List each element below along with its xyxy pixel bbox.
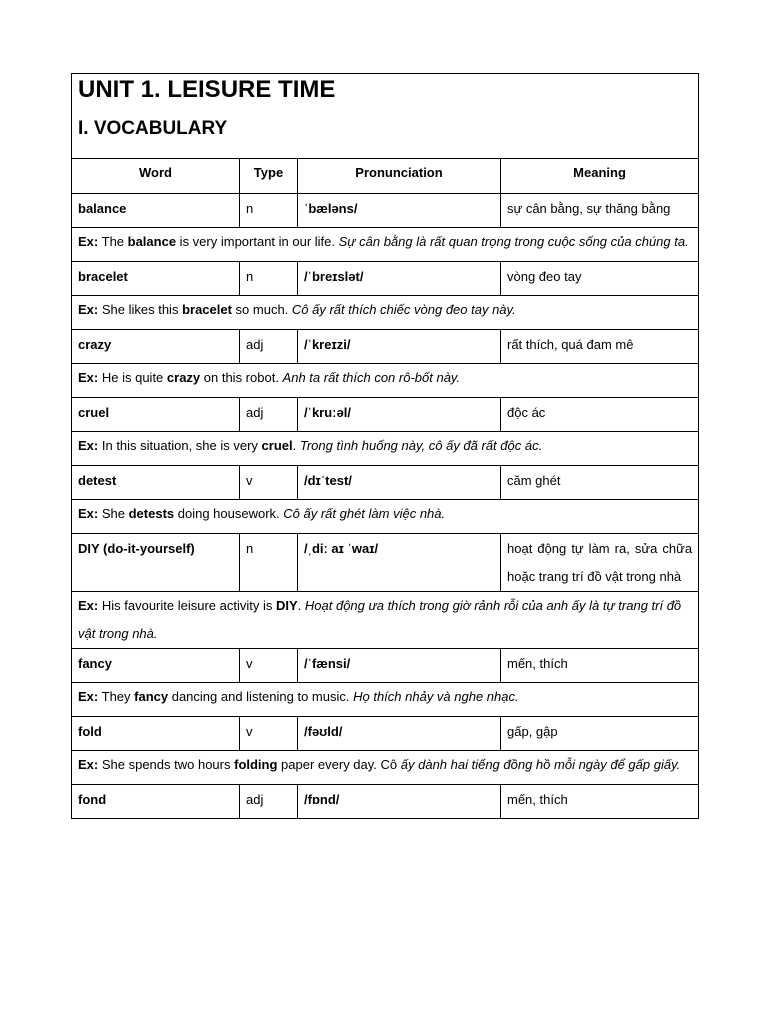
column-header-word: Word: [72, 159, 240, 194]
example-translation: Trong tình huống này, cô ấy đã rất độc ác.: [299, 438, 543, 453]
vocab-word: crazy: [72, 330, 240, 364]
vocab-meaning: mến, thích: [501, 649, 699, 683]
unit-title: UNIT 1. LEISURE TIME: [78, 76, 336, 103]
example-sentence: [72, 432, 699, 466]
example-label: Ex:: [78, 438, 99, 453]
vocab-meaning: mến, thích: [501, 785, 699, 819]
example-text: is very important in our life.: [176, 234, 339, 249]
vocab-type: n: [240, 262, 298, 296]
vocab-meaning: rất thích, quá đam mê: [501, 330, 699, 364]
example-translation: Cô ấy rất ghét làm việc nhà.: [283, 506, 446, 521]
example-label: Ex:: [78, 598, 99, 613]
example-keyword: crazy: [166, 370, 201, 385]
vocab-word: detest: [72, 466, 240, 500]
section-title: I. VOCABULARY: [78, 118, 228, 139]
vocabulary-body: [72, 194, 699, 819]
vocab-row: [72, 398, 699, 432]
example-translation: Cô ấy rất thích chiếc vòng đeo tay này.: [291, 302, 516, 317]
vocab-pronunciation: /fəʊld/: [298, 717, 501, 751]
vocab-pronunciation: /fɒnd/: [298, 785, 501, 819]
vocab-pronunciation: /ˈbreɪslət/: [298, 262, 501, 296]
example-row: [72, 228, 699, 262]
vocab-meaning: hoạt động tự làm ra, sửa chữa hoặc trang trí đồ vật trong nhà: [501, 534, 699, 592]
example-keyword: folding: [234, 757, 278, 772]
example-keyword: fancy: [134, 689, 169, 704]
vocab-type: adj: [240, 398, 298, 432]
example-sentence: [72, 228, 699, 262]
example-text: .: [297, 598, 305, 613]
column-header-pronunciation: Pronunciation: [298, 159, 501, 194]
vocab-word: bracelet: [72, 262, 240, 296]
example-sentence: [72, 592, 699, 649]
example-text: His favourite leisure activity is: [101, 598, 276, 613]
vocab-meaning: gấp, gập: [501, 717, 699, 751]
example-text: so much.: [231, 302, 292, 317]
example-row: [72, 432, 699, 466]
example-row: [72, 751, 699, 785]
vocab-word: cruel: [72, 398, 240, 432]
example-sentence: [72, 751, 699, 785]
vocab-meaning: căm ghét: [501, 466, 699, 500]
example-translation: Hoạt động ưa thích trong giờ rảnh rỗi của anh ấy là tự trang trí đồ vật trong nhà.: [78, 598, 682, 641]
example-translation: Sự cân bằng là rất quan trọng trong cuộc sống của chúng ta.: [338, 234, 689, 249]
example-sentence: [72, 296, 699, 330]
example-sentence: [72, 364, 699, 398]
example-text: She spends two hours: [101, 757, 235, 772]
vocab-type: n: [240, 534, 298, 592]
vocab-word: balance: [72, 194, 240, 228]
example-text: dancing and listening to music.: [168, 689, 354, 704]
vocab-type: n: [240, 194, 298, 228]
example-keyword: DIY: [275, 598, 298, 613]
example-text: .: [292, 438, 300, 453]
example-text: paper every day. Cô: [277, 757, 401, 772]
vocab-type: v: [240, 649, 298, 683]
example-keyword: detests: [128, 506, 175, 521]
vocab-type: v: [240, 466, 298, 500]
example-label: Ex:: [78, 370, 99, 385]
example-keyword: balance: [127, 234, 177, 249]
vocab-word: fold: [72, 717, 240, 751]
vocab-meaning: vòng đeo tay: [501, 262, 699, 296]
example-text: He is quite: [101, 370, 167, 385]
example-keyword: cruel: [261, 438, 293, 453]
example-text: In this situation, she is very: [101, 438, 262, 453]
vocab-type: adj: [240, 785, 298, 819]
example-text: She: [101, 506, 129, 521]
vocab-row: [72, 466, 699, 500]
vocab-pronunciation: ˈbæləns/: [298, 194, 501, 228]
vocab-type: v: [240, 717, 298, 751]
example-keyword: bracelet: [182, 302, 232, 317]
vocab-word: DIY (do-it-yourself): [72, 534, 240, 592]
example-label: Ex:: [78, 689, 99, 704]
vocab-pronunciation: /ˈkreɪzi/: [298, 330, 501, 364]
example-row: [72, 296, 699, 330]
example-row: [72, 592, 699, 649]
example-translation: Anh ta rất thích con rô-bốt này.: [282, 370, 461, 385]
example-label: Ex:: [78, 757, 99, 772]
vocab-row: [72, 262, 699, 296]
example-text: The: [101, 234, 128, 249]
vocab-word: fond: [72, 785, 240, 819]
example-row: [72, 683, 699, 717]
vocabulary-table: [71, 73, 699, 819]
title-cell: [72, 74, 699, 159]
vocab-pronunciation: /ˌdiː aɪ ˈwaɪ/: [298, 534, 501, 592]
vocabulary-sheet: [71, 73, 698, 819]
example-text: She likes this: [101, 302, 183, 317]
example-text: doing housework.: [174, 506, 284, 521]
example-sentence: [72, 500, 699, 534]
vocab-row: [72, 194, 699, 228]
example-label: Ex:: [78, 506, 99, 521]
example-row: [72, 364, 699, 398]
vocab-pronunciation: /ˈkruːəl/: [298, 398, 501, 432]
vocab-row: [72, 649, 699, 683]
example-label: Ex:: [78, 234, 99, 249]
vocab-pronunciation: /ˈfænsi/: [298, 649, 501, 683]
example-translation: Họ thích nhảy và nghe nhạc.: [353, 689, 519, 704]
column-header-type: Type: [240, 159, 298, 194]
vocab-meaning: sự cân bằng, sự thăng bằng: [501, 194, 699, 228]
vocab-word: fancy: [72, 649, 240, 683]
example-translation: ấy dành hai tiếng đồng hồ mỗi ngày để gấp giấy.: [400, 757, 681, 772]
vocab-row: [72, 717, 699, 751]
example-text: They: [101, 689, 135, 704]
column-header-row: [72, 159, 699, 194]
example-row: [72, 500, 699, 534]
vocab-type: adj: [240, 330, 298, 364]
vocab-row: [72, 785, 699, 819]
example-label: Ex:: [78, 302, 99, 317]
vocab-meaning: độc ác: [501, 398, 699, 432]
vocab-row: [72, 534, 699, 592]
column-header-meaning: Meaning: [501, 159, 699, 194]
vocab-pronunciation: /dɪˈtest/: [298, 466, 501, 500]
example-sentence: [72, 683, 699, 717]
vocab-row: [72, 330, 699, 364]
example-text: on this robot.: [200, 370, 283, 385]
